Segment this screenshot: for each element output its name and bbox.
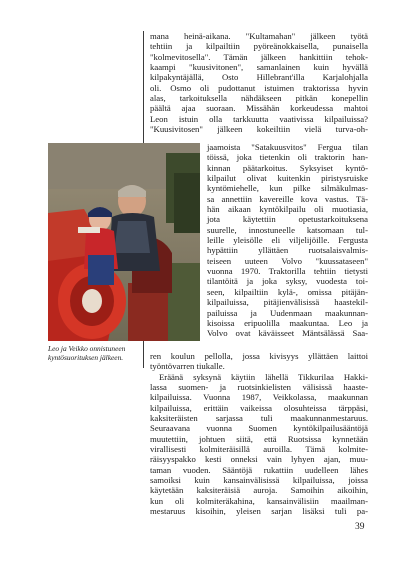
text-line: kinnan päätarkoitus. Syksyiset kyntö- <box>207 162 368 173</box>
text-line: sa annettiin kavereille kova vastus. Tä- <box>207 193 368 204</box>
text-line: leille yleisölle eli viljelijöille. Fergusta <box>207 235 368 246</box>
text-line: käytetään kaksiteräisiä auroja. Samoihin aikoihin, <box>150 485 368 496</box>
text-line: oli. Osmo oli pudottanut istuimen traktorissa hyvin <box>150 82 368 93</box>
text-column-bottom <box>150 351 368 517</box>
text-line: pailuissa ja Uudenmaan maakunnan- <box>207 307 368 318</box>
text-line: virallisesti kolmiteräisillä auroilla. Tämä kolmite- <box>150 444 368 455</box>
text-line: kyntömiehelle, kun pilke silmäkulmas- <box>207 183 368 194</box>
text-line: kilpailuissa. Vuonna 1987, Veikkolassa, maakunnan <box>150 392 368 403</box>
page-number: 39 <box>355 522 365 532</box>
text-line: jota käytettiin opetustarkoituksena <box>207 214 368 225</box>
photo-caption: Leo ja Veikko onnistuneen kyntösuorituksen jälkeen. <box>48 344 126 363</box>
text-line: Leon istuin olla tarkkuutta vaativissa kilpailuissa? <box>150 113 368 124</box>
text-line: kun oli kolmiteräkahina, kansainvälisiin maailman- <box>150 495 368 506</box>
text-line: muutettiin, johtuen siitä, että Ruotsissa kynnetään <box>150 433 368 444</box>
text-column-top <box>150 31 368 134</box>
text-line: kilpailut olivat kuitenkin piristysruiske <box>207 173 368 184</box>
text-line: mestaruus kisoihin, yleisen sarjan lisäksi tuli pa- <box>150 506 368 517</box>
text-line: jaamoista "Satakuusvitos" Fergua tilan <box>207 142 368 152</box>
text-line: räisyyspakko kesti onneksi vain lyhyen ajan, muu- <box>150 454 368 465</box>
text-line: kaampi "kuusivitonen", samanlainen kuin hyvällä <box>150 62 368 73</box>
text-line: tehtiin ja kilpailtiin pyöreänokkaisella, punaisella <box>150 41 368 52</box>
text-line: teiseen uuteen Volvo "kuussataseen" <box>207 255 368 266</box>
text-column-beside-photo <box>207 142 368 339</box>
text-line: kilpakyntäjällä, Osto Hillebrant'illa Karjalohjalla <box>150 72 368 83</box>
text-line: ren koulun pellolla, jossa kivisyys yllättäen laittoi <box>150 351 368 361</box>
text-line: alas, tarkoituksella nähdäkseen pitkän konepellin <box>150 93 368 104</box>
text-line: kilpailuissa, erittäin vaikeissa olosuhteissa tärppäsi, <box>150 402 368 413</box>
text-line: tilantöitä ja joka syksy, vuodesta toi- <box>207 276 368 287</box>
text-line: seen, kilpailtiin kylä-, omissa pitäjän- <box>207 286 368 297</box>
text-line: päältä ajaa suoraan. Missähän korkeudessa mahtoi <box>150 103 368 114</box>
text-line: taman vuoden. Sääntöjä rukattiin uudelleen lähes <box>150 464 368 475</box>
text-line: Seuraavana vuonna Suomen kyntökilpailusääntöjä <box>150 423 368 434</box>
text-line: "Kuusivitosen" jälkeen kokeiltiin vielä turva-oh- <box>150 124 368 135</box>
text-line: samoiksi kuin kansainvälisissä kilpailuissa, joissa <box>150 475 368 486</box>
tractor-photo-image <box>48 143 200 341</box>
paragraph-first-line: Eräänä syksynä käytiin lähellä Tikkurilaa Hakki- <box>159 371 368 382</box>
text-line: töissä, joka tietenkin oli traktorin han- <box>207 152 368 163</box>
text-line: Volvo ovat käväisseet Mäntsälässä Saa- <box>207 328 368 339</box>
text-line: työntövarren tiukalle. <box>150 361 225 372</box>
text-line: suurelle, innostuneelle katsomaan tul- <box>207 224 368 235</box>
text-line: hän aikaan kyntökilpailu oli muotiasia, <box>207 204 368 215</box>
text-line: lassa suomen- ja ruotsinkielisten välisissä haaste- <box>150 382 368 393</box>
photo-boy-and-man-on-tractor <box>48 143 200 341</box>
text-line: kisoissa eripuolilla maakuntaa. Leo ja <box>207 317 368 328</box>
text-line: kaksiteräisten sarjassa tuli maakunnanmestaruus. <box>150 413 368 424</box>
text-line: mana heinä-aikana. "Kultamahan" jälkeen työtä <box>150 31 368 41</box>
text-line: kilpailuissa, pitäjienvälisissä haastekil- <box>207 297 368 308</box>
text-line: hypättiin yllättäen ruotsalaisvalmis- <box>207 245 368 256</box>
text-line: vuonna 1970. Traktorilla tehtiin tietysti <box>207 266 368 277</box>
text-line: "kolmevitosella". Tämän jälkeen hankittiin tehok- <box>150 51 368 62</box>
